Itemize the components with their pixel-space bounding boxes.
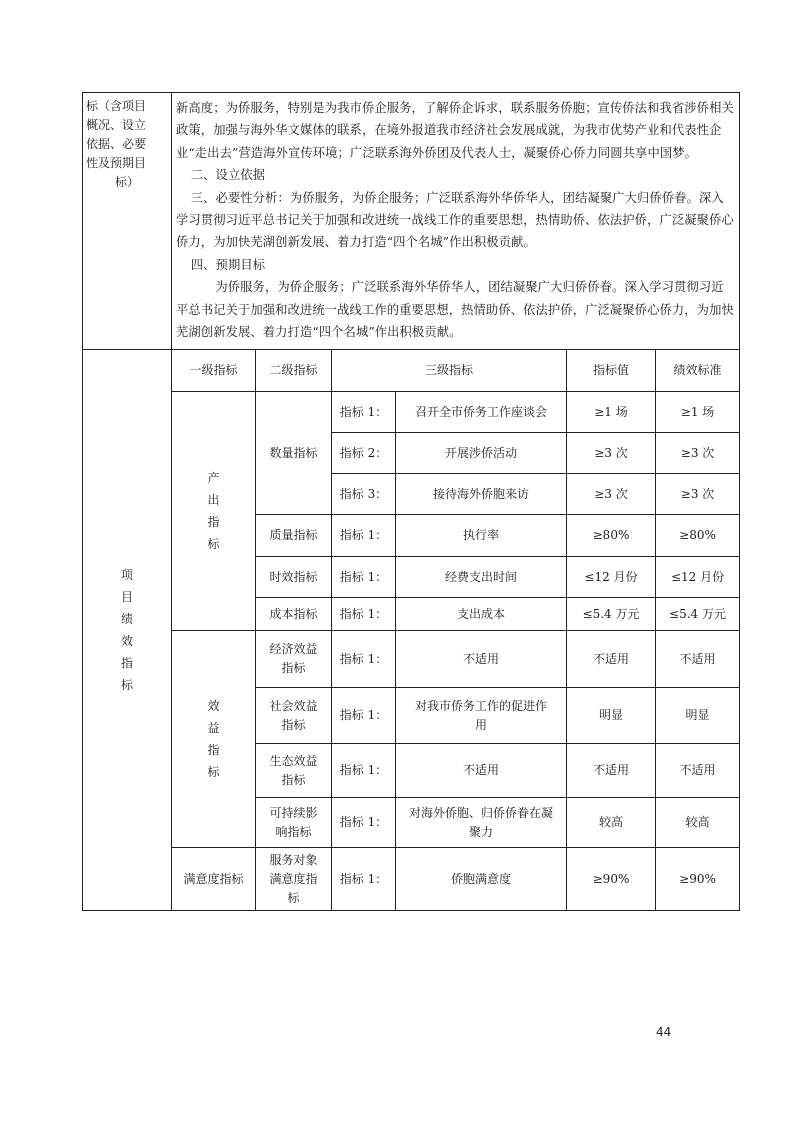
indicator-name-line: 对海外侨胞、归侨侨眷在凝	[408, 805, 553, 820]
level2-line: 服务对象	[269, 852, 318, 867]
group-output-cell	[172, 392, 256, 631]
indicator-name	[396, 688, 567, 744]
level2-line: 指标	[281, 661, 306, 676]
indicator-name: 侨胞满意度	[396, 848, 567, 911]
indicator-name: 不适用	[396, 631, 567, 688]
indicator-name: 不适用	[396, 744, 567, 798]
section-label-line: 标）	[114, 175, 139, 189]
header-level3: 三级指标	[332, 350, 567, 392]
group-char: 标	[207, 537, 220, 552]
indicator-name: 开展涉侨活动	[396, 433, 567, 474]
indicator-value: ≤5.4 万元	[567, 598, 656, 631]
header-level1: 一级指标	[172, 350, 256, 392]
paragraph-goals: 新高度；为侨服务，特别是为我市侨企服务，了解侨企诉求，联系服务侨胞；宣传侨法和我省涉侨相关政策，加强与海外华文媒体的联系，在境外报道我市经济社会发展成就，为我市优势产业和代表性企业“走出去”营造海外宣传环境；广泛联系海外侨团及代表人士，凝聚侨心侨力同圆共享中国梦。	[176, 101, 734, 160]
performance-table	[82, 92, 740, 911]
performance-label-cell	[83, 350, 172, 911]
group-char: 出	[207, 493, 220, 508]
page-number: 44	[656, 1025, 672, 1039]
indicator-standard: 不适用	[656, 631, 740, 688]
indicator-value: ≥1 场	[567, 392, 656, 433]
level2-quantity: 数量指标	[256, 392, 332, 515]
indicator-standard: ≥90%	[656, 848, 740, 911]
level2-economic	[256, 631, 332, 688]
indicator-index: 指标 1：	[332, 515, 396, 557]
section-label-cell	[83, 93, 172, 350]
paragraph-expected-goals: 为侨服务，为侨企服务；广泛联系海外华侨华人，团结凝聚广大归侨侨眷。深入学习贯彻习近平总书记关于加强和改进统一战线工作的重要思想，热情助侨、依法护侨，广泛凝聚侨心侨力，为加快芜湖创新发展、着力打造“四个名城”作出积极贡献。	[176, 280, 734, 340]
perf-label-char: 效	[120, 634, 133, 649]
group-satisfaction: 满意度指标	[172, 848, 256, 911]
group-benefit-cell	[172, 631, 256, 848]
section-content-cell	[172, 93, 740, 350]
level2-line: 响指标	[275, 824, 312, 839]
group-char: 益	[207, 721, 220, 736]
level2-line: 标	[287, 890, 300, 905]
header-standard: 绩效标准	[656, 350, 740, 392]
indicator-value: 不适用	[567, 631, 656, 688]
level2-satisfaction	[256, 848, 332, 911]
section-label-line: 依据、必要	[86, 137, 147, 151]
indicator-standard: ≤12 月份	[656, 557, 740, 598]
indicator-index: 指标 1：	[332, 848, 396, 911]
indicator-standard: 明显	[656, 688, 740, 744]
indicator-standard: ≥3 次	[656, 433, 740, 474]
indicator-index: 指标 1：	[332, 744, 396, 798]
indicator-value: 明显	[567, 688, 656, 744]
level2-line: 社会效益	[269, 698, 318, 713]
perf-label-char: 标	[120, 678, 133, 693]
indicator-name: 接待海外侨胞来访	[396, 474, 567, 515]
indicator-standard: ≥1 场	[656, 392, 740, 433]
indicator-index: 指标 1：	[332, 557, 396, 598]
level2-social	[256, 688, 332, 744]
perf-label-char: 绩	[120, 612, 133, 627]
indicator-name-line: 用	[474, 717, 487, 732]
indicator-standard: ≥80%	[656, 515, 740, 557]
indicator-index: 指标 1：	[332, 631, 396, 688]
indicator-name: 支出成本	[396, 598, 567, 631]
section-label-line: 标（含项目	[86, 99, 147, 113]
level2-line: 满意度指	[269, 871, 318, 886]
perf-label-char: 目	[120, 590, 133, 605]
level2-line: 经济效益	[269, 642, 318, 657]
indicator-name: 经费支出时间	[396, 557, 567, 598]
indicator-name-line: 聚力	[468, 824, 493, 839]
section-label-line: 概况、设立	[86, 118, 147, 132]
indicator-value: ≥3 次	[567, 474, 656, 515]
perf-label-char: 项	[120, 568, 133, 583]
indicator-value: 不适用	[567, 744, 656, 798]
section-label-line: 性及预期目	[86, 156, 147, 170]
indicator-standard: ≤5.4 万元	[656, 598, 740, 631]
indicator-value: ≤12 月份	[567, 557, 656, 598]
indicator-index: 指标 1：	[332, 598, 396, 631]
group-char: 指	[207, 515, 220, 530]
heading-expected-goals: 四、预期目标	[190, 257, 266, 272]
group-char: 产	[207, 471, 220, 486]
indicator-name: 召开全市侨务工作座谈会	[396, 392, 567, 433]
indicator-index: 指标 2：	[332, 433, 396, 474]
level2-line: 生态效益	[269, 753, 318, 768]
level2-cost: 成本指标	[256, 598, 332, 631]
indicator-index: 指标 3：	[332, 474, 396, 515]
indicator-value: ≥90%	[567, 848, 656, 911]
indicator-value: ≥80%	[567, 515, 656, 557]
heading-basis: 二、设立依据	[190, 168, 266, 183]
level2-sustainable	[256, 798, 332, 848]
indicator-standard: 较高	[656, 798, 740, 848]
paragraph-necessity: 三、必要性分析：为侨服务，为侨企服务；广泛联系海外华侨华人，团结凝聚广大归侨侨眷。深入学习贯彻习近平总书记关于加强和改进统一战线工作的重要思想，热情助侨、依法护侨，广泛凝聚侨心侨力，为加快芜湖创新发展、着力打造“四个名城”作出积极贡献。	[176, 190, 734, 250]
indicator-value: ≥3 次	[567, 433, 656, 474]
indicator-standard: 不适用	[656, 744, 740, 798]
perf-label-char: 指	[120, 656, 133, 671]
indicator-index: 指标 1：	[332, 798, 396, 848]
level2-ecological	[256, 744, 332, 798]
group-char: 指	[207, 743, 220, 758]
level2-line: 指标	[281, 717, 306, 732]
group-char: 效	[207, 699, 220, 714]
indicator-standard: ≥3 次	[656, 474, 740, 515]
group-char: 标	[207, 765, 220, 780]
indicator-name-line: 对我市侨务工作的促进作	[414, 698, 547, 713]
level2-timeliness: 时效指标	[256, 557, 332, 598]
indicator-value: 较高	[567, 798, 656, 848]
header-level2: 二级指标	[256, 350, 332, 392]
indicator-index: 指标 1：	[332, 392, 396, 433]
level2-line: 指标	[281, 772, 306, 787]
header-value: 指标值	[567, 350, 656, 392]
indicator-index: 指标 1：	[332, 688, 396, 744]
indicator-name: 执行率	[396, 515, 567, 557]
indicator-name	[396, 798, 567, 848]
level2-quality: 质量指标	[256, 515, 332, 557]
level2-line: 可持续影	[269, 805, 318, 820]
